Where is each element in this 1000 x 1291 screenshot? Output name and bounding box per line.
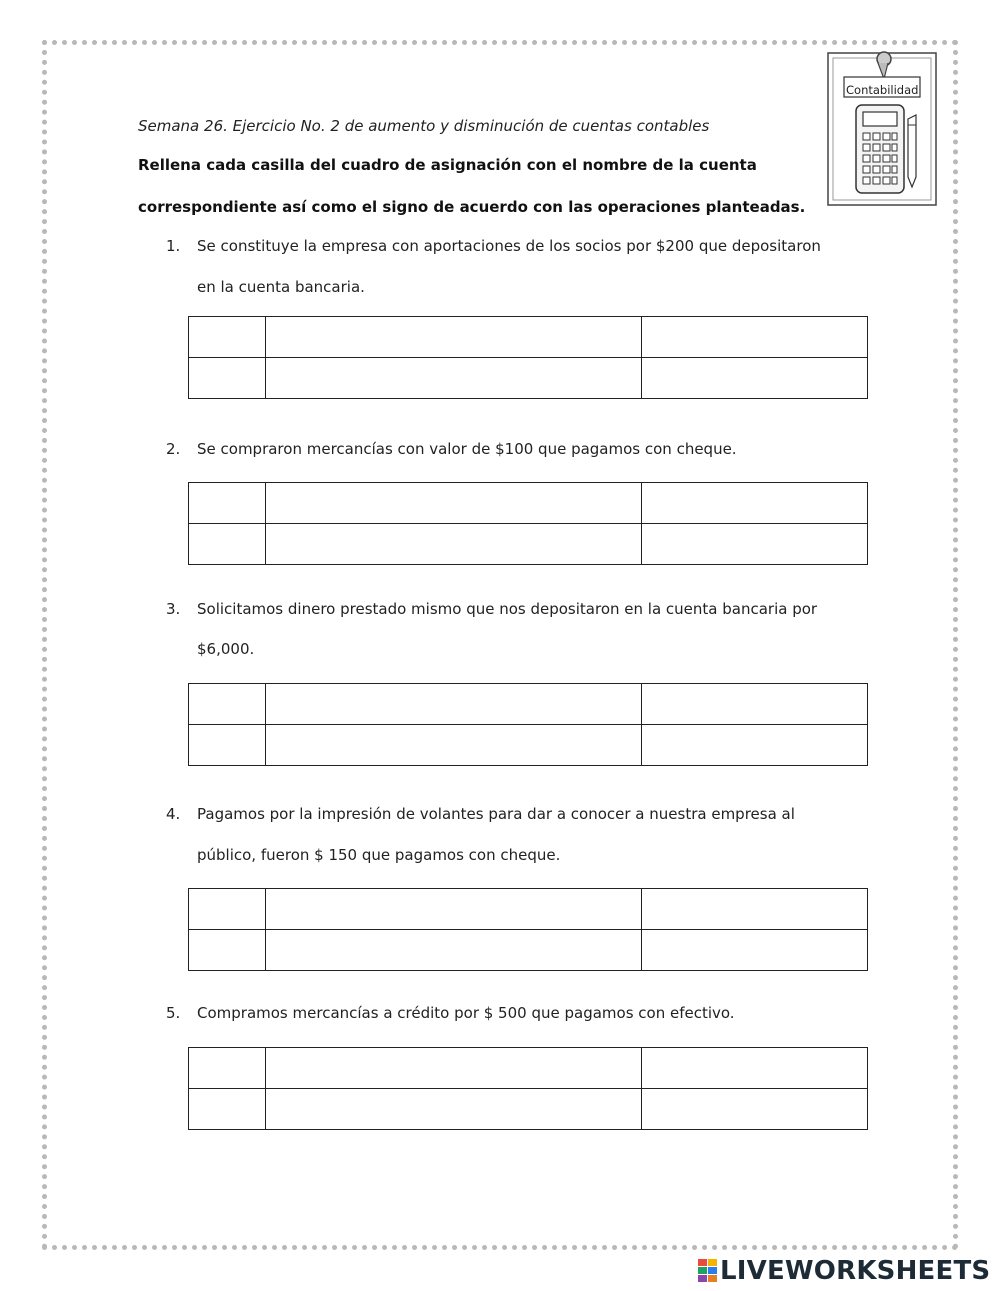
amount-cell[interactable]: [642, 1089, 868, 1130]
table-row: [189, 1089, 868, 1130]
table-row: [189, 930, 868, 971]
exercise-3-text-line-1: Solicitamos dinero prestado mismo que nos depositaron en la cuenta bancaria por: [197, 600, 818, 618]
account-name-cell[interactable]: [266, 684, 642, 725]
amount-cell[interactable]: [642, 317, 868, 358]
exercise-5-text-line-1: Compramos mercancías a crédito por $ 500 que pagamos con efectivo.: [197, 1004, 735, 1022]
table-row: [189, 684, 868, 725]
amount-cell[interactable]: [642, 684, 868, 725]
table-row: [189, 317, 868, 358]
sign-cell[interactable]: [189, 358, 266, 399]
calculator-clipboard-icon: [826, 49, 938, 209]
exercise-4-answer-table: [188, 888, 868, 971]
account-name-cell[interactable]: [266, 930, 642, 971]
instruction-line-2: correspondiente así como el signo de acuerdo con las operaciones planteadas.: [138, 198, 806, 216]
account-name-cell[interactable]: [266, 524, 642, 565]
sign-cell[interactable]: [189, 930, 266, 971]
exercise-4-number: 4.: [166, 805, 181, 823]
exercise-1-answer-table: [188, 316, 868, 399]
amount-cell[interactable]: [642, 524, 868, 565]
exercise-3-number: 3.: [166, 600, 181, 618]
amount-cell[interactable]: [642, 1048, 868, 1089]
table-row: [189, 889, 868, 930]
exercise-1-text-line-2: en la cuenta bancaria.: [197, 278, 365, 296]
sign-cell[interactable]: [189, 1089, 266, 1130]
exercise-2-text-line-1: Se compraron mercancías con valor de $100 que pagamos con cheque.: [197, 440, 737, 458]
amount-cell[interactable]: [642, 889, 868, 930]
amount-cell[interactable]: [642, 930, 868, 971]
amount-cell[interactable]: [642, 358, 868, 399]
table-row: [189, 1048, 868, 1089]
account-name-cell[interactable]: [266, 889, 642, 930]
sign-cell[interactable]: [189, 725, 266, 766]
exercise-5-number: 5.: [166, 1004, 181, 1022]
table-row: [189, 483, 868, 524]
exercise-3-answer-table: [188, 683, 868, 766]
sign-cell[interactable]: [189, 524, 266, 565]
table-row: [189, 725, 868, 766]
exercise-2-number: 2.: [166, 440, 181, 458]
sign-cell[interactable]: [189, 1048, 266, 1089]
account-name-cell[interactable]: [266, 725, 642, 766]
exercise-4-text-line-1: Pagamos por la impresión de volantes para dar a conocer a nuestra empresa al: [197, 805, 795, 823]
account-name-cell[interactable]: [266, 483, 642, 524]
sign-cell[interactable]: [189, 317, 266, 358]
exercise-1-text-line-1: Se constituye la empresa con aportaciones de los socios por $200 que depositaron: [197, 237, 821, 255]
liveworksheets-logo-icon: [697, 1257, 719, 1285]
sign-cell[interactable]: [189, 889, 266, 930]
exercise-3-text-line-2: $6,000.: [197, 640, 255, 658]
instruction-line-1: Rellena cada casilla del cuadro de asignación con el nombre de la cuenta: [138, 156, 757, 174]
account-name-cell[interactable]: [266, 358, 642, 399]
liveworksheets-logo-text[interactable]: LIVEWORKSHEETS: [720, 1256, 991, 1286]
sign-cell[interactable]: [189, 684, 266, 725]
amount-cell[interactable]: [642, 483, 868, 524]
account-name-cell[interactable]: [266, 317, 642, 358]
exercise-2-answer-table: [188, 482, 868, 565]
exercise-1-number: 1.: [166, 237, 181, 255]
account-name-cell[interactable]: [266, 1089, 642, 1130]
table-row: [189, 524, 868, 565]
amount-cell[interactable]: [642, 725, 868, 766]
clipart-label: Contabilidad: [846, 83, 919, 97]
worksheet-title: Semana 26. Ejercicio No. 2 de aumento y disminución de cuentas contables: [138, 117, 710, 135]
account-name-cell[interactable]: [266, 1048, 642, 1089]
sign-cell[interactable]: [189, 483, 266, 524]
table-row: [189, 358, 868, 399]
exercise-4-text-line-2: público, fueron $ 150 que pagamos con cheque.: [197, 846, 561, 864]
exercise-5-answer-table: [188, 1047, 868, 1130]
